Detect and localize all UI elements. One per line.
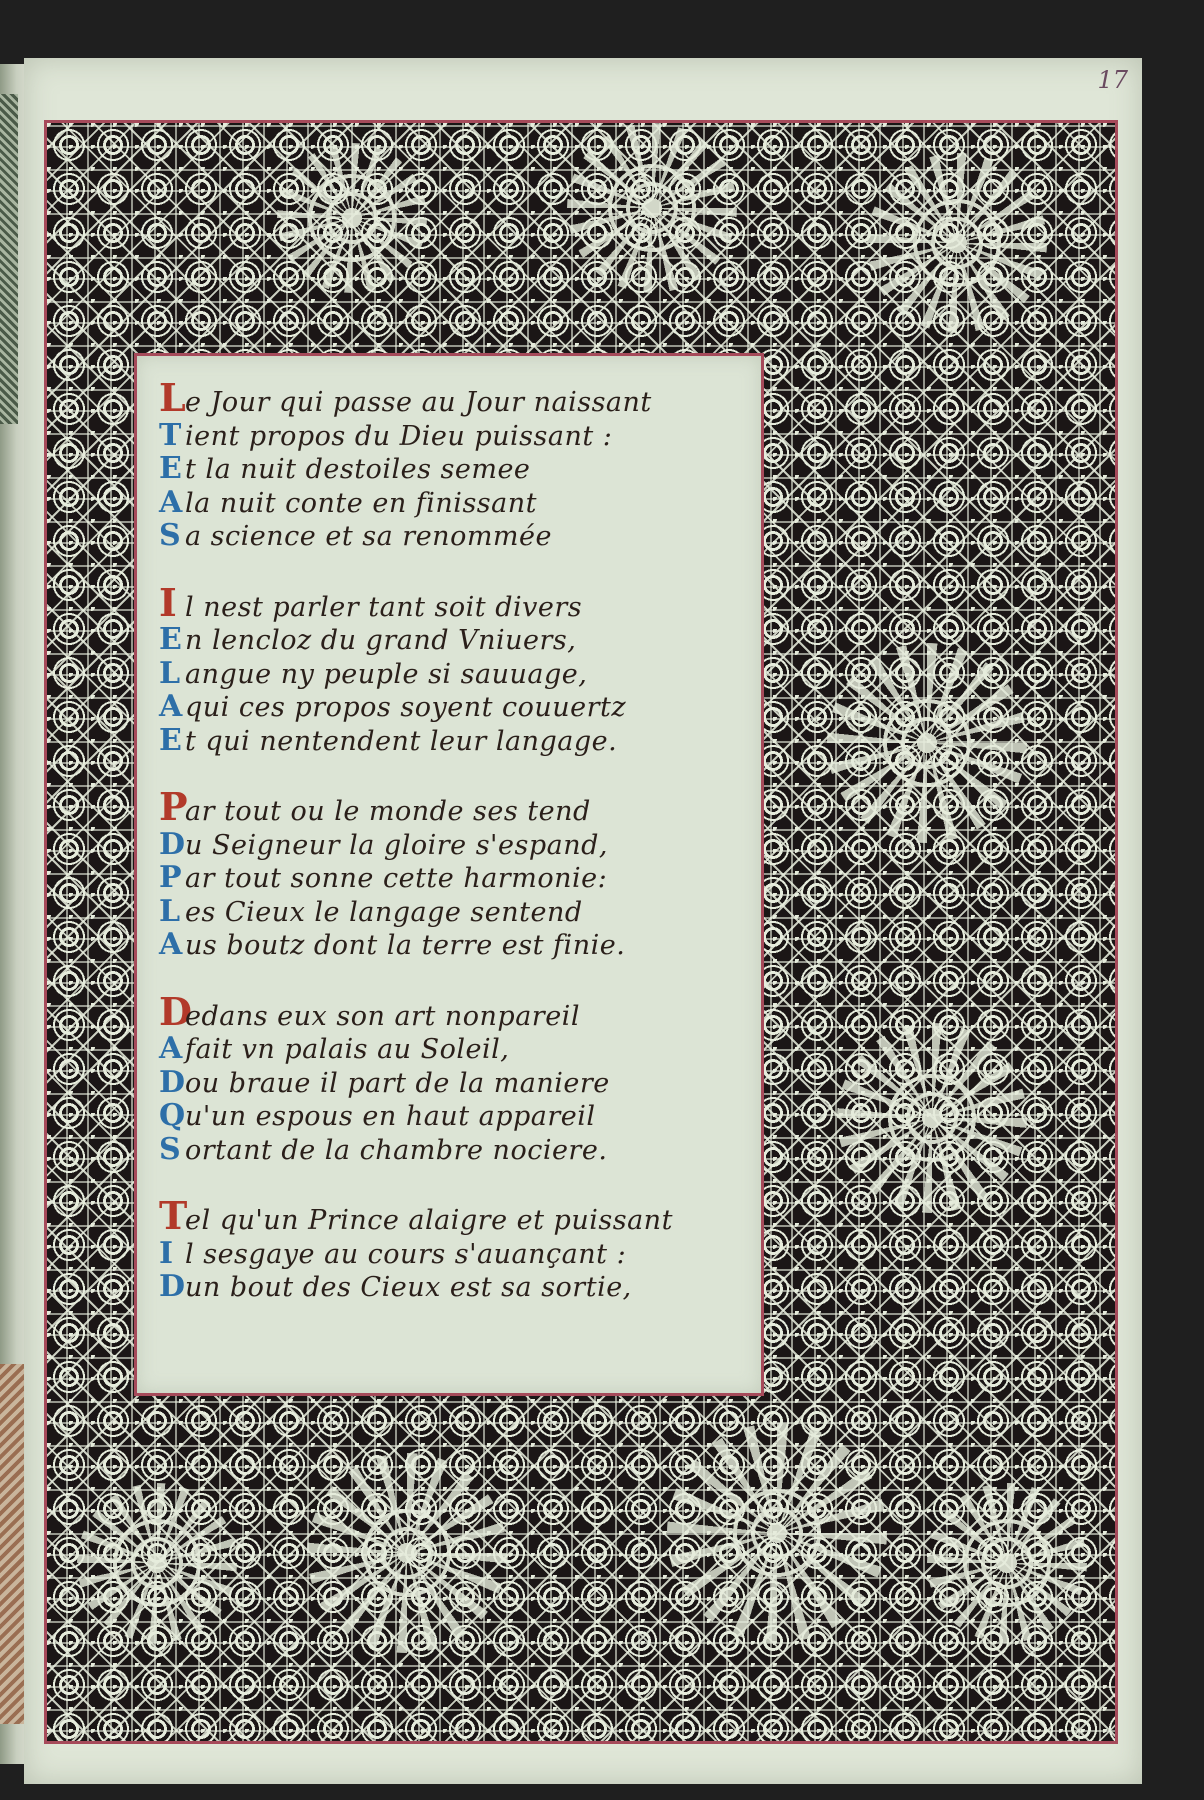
- stanza: [159, 784, 743, 963]
- poem-line-text: u'un espous en haut appareil: [185, 1101, 596, 1132]
- poem-line-text: ient propos du Dieu puissant :: [185, 420, 613, 452]
- stanza-initial-red: T: [159, 1193, 188, 1238]
- poem-line: [159, 1033, 743, 1067]
- poem-line-text: t qui nentendent leur langage.: [185, 725, 618, 757]
- poem-text-panel: [134, 353, 764, 1396]
- poem-line: [159, 1271, 743, 1305]
- lace-rosette: [667, 1423, 887, 1643]
- poem-line-text: l nest parler tant soit divers: [185, 591, 583, 623]
- poem-line: [159, 520, 743, 554]
- poem-line-text: ar tout ou le monde ses tend: [185, 796, 591, 827]
- poem-line-text: t la nuit destoiles semee: [185, 454, 531, 485]
- line-initial-blue: S: [159, 1131, 182, 1167]
- stanza: [159, 1193, 743, 1305]
- line-initial-blue: A: [159, 689, 183, 724]
- line-initial-blue: E: [159, 451, 183, 486]
- line-initial-blue: D: [159, 1269, 186, 1304]
- poem-line: [159, 1100, 743, 1134]
- stanza: [159, 579, 743, 759]
- poem-line: [159, 655, 743, 692]
- poem-line-text: e Jour qui passe au Jour naissant: [185, 387, 652, 418]
- poem-line: [159, 1193, 743, 1238]
- line-initial-blue: A: [159, 484, 183, 520]
- poem-line: [159, 453, 743, 487]
- lace-rosette: [77, 1483, 237, 1643]
- poem-line: [159, 624, 743, 658]
- poem-line-text: fait vn palais au Soleil,: [185, 1034, 510, 1065]
- line-initial-blue: I: [159, 1235, 174, 1271]
- poem-line-text: edans eux son art nonpareil: [185, 1000, 580, 1032]
- line-initial-blue: D: [159, 826, 186, 862]
- poem-line: [159, 988, 743, 1034]
- poem-line: [159, 929, 743, 963]
- previous-page-border-ornament: [0, 94, 18, 424]
- line-initial-blue: P: [159, 860, 183, 895]
- previous-page-lower-ornament: [0, 1364, 26, 1724]
- poem-line: [159, 375, 743, 420]
- poem-line: [159, 1064, 743, 1101]
- poem-line-text: l sesgaye au cours s'auançant :: [185, 1238, 627, 1270]
- lace-rosette: [567, 123, 737, 293]
- manuscript-page: [24, 58, 1142, 1784]
- stanza-initial-red: L: [159, 375, 187, 420]
- poem-line: [159, 784, 743, 829]
- poem-line-text: ortant de la chambre nociere.: [185, 1134, 608, 1166]
- line-initial-blue: L: [159, 655, 181, 691]
- poem-line: [159, 484, 743, 521]
- stanza: [159, 988, 743, 1168]
- line-initial-blue: S: [159, 518, 182, 553]
- poem-line-text: us boutz dont la terre est finie.: [185, 930, 626, 961]
- stanza: [159, 375, 743, 554]
- poem-line: [159, 826, 743, 863]
- poem-line: [159, 1131, 743, 1168]
- poem-line-text: la nuit conte en finissant: [185, 487, 537, 519]
- poem-line: [159, 691, 743, 725]
- lace-rosette: [867, 153, 1047, 333]
- stanza-initial-red: I: [159, 579, 178, 625]
- poem-line-text: u Seigneur la gloire s'espand,: [185, 829, 608, 861]
- lace-rosette: [307, 1453, 507, 1653]
- stanza-initial-red: D: [159, 988, 193, 1034]
- line-initial-blue: Q: [159, 1098, 186, 1133]
- poem-line-text: angue ny peuple si sauuage,: [185, 658, 588, 690]
- lace-rosette: [927, 1483, 1087, 1643]
- lace-rosette: [837, 1023, 1027, 1213]
- poem-line: [159, 417, 743, 454]
- line-initial-blue: T: [159, 417, 182, 453]
- poem-line: [159, 893, 743, 930]
- stanza-initial-red: P: [159, 784, 189, 829]
- lace-rosette: [827, 643, 1027, 843]
- poem-line-text: qui ces propos soyent couuertz: [185, 692, 627, 723]
- poem-line-text: el qu'un Prince alaigre et puissant: [185, 1205, 673, 1236]
- poem-line: [159, 722, 743, 759]
- poem-line-text: n lencloz du grand Vniuers,: [185, 625, 577, 656]
- line-initial-blue: E: [159, 722, 183, 758]
- poem-line: [159, 579, 743, 625]
- line-initial-blue: D: [159, 1064, 186, 1100]
- folio-number: 17: [1097, 66, 1128, 94]
- line-initial-blue: A: [159, 1031, 183, 1066]
- poem-line-text: un bout des Cieux est sa sortie,: [185, 1272, 632, 1303]
- line-initial-blue: A: [159, 927, 183, 962]
- poem-line-text: es Cieux le langage sentend: [185, 896, 583, 928]
- poem-line: [159, 1235, 743, 1272]
- poem-line-text: ar tout sonne cette harmonie:: [185, 863, 608, 894]
- poem-line-text: ou braue il part de la maniere: [185, 1067, 610, 1099]
- line-initial-blue: E: [159, 622, 183, 657]
- poem-line-text: a science et sa renommée: [185, 521, 552, 552]
- poem-line: [159, 862, 743, 896]
- line-initial-blue: L: [159, 893, 181, 929]
- lace-rosette: [277, 143, 427, 293]
